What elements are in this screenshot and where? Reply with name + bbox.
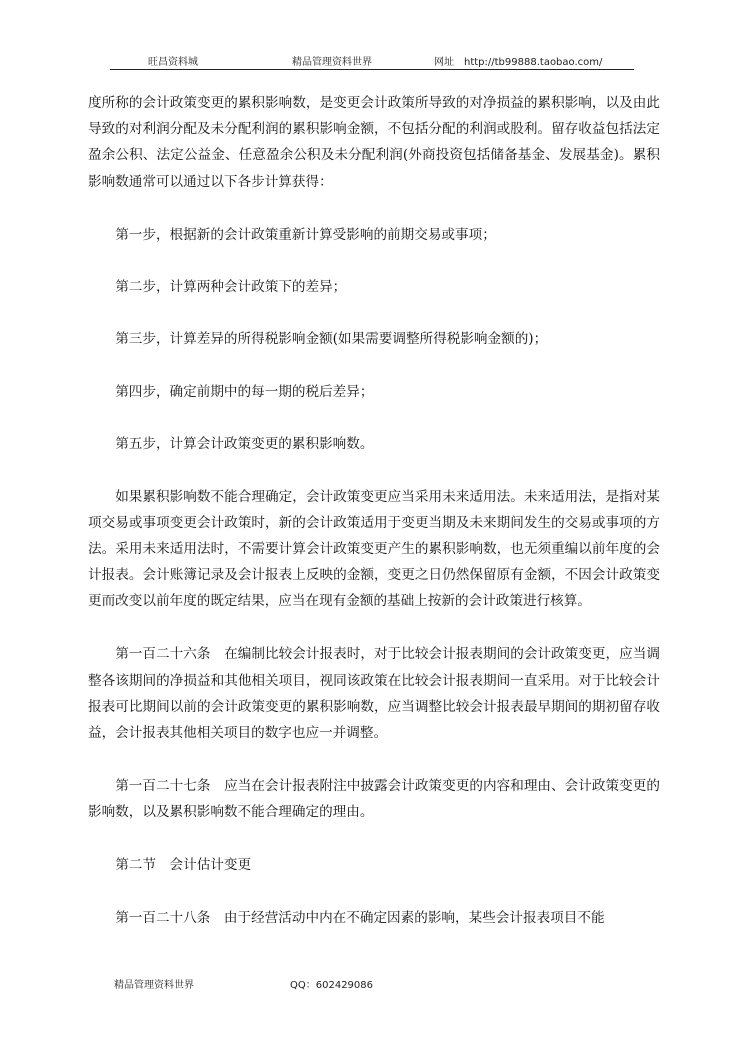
- paragraph-cumulative-effect: 度所称的会计政策变更的累积影响数，是变更会计政策所导致的对净损益的累积影响，以及由此导致的对利润分配及未分配利润的累积影响金额，不包括分配的利润或股利。留存收益包括法定盈余公积、法定公益金、任意盈余公积及未分配利润(外商投资包括储备基金、发展基金)。累积影响数通常可以通过以下各步计算获得：: [88, 95, 660, 190]
- header-middle-text: 精品管理资料世界: [292, 57, 372, 68]
- paragraph-article-128: 第一百二十八条 由于经营活动中内在不确定因素的影响，某些会计报表项目不能: [115, 910, 605, 927]
- paragraph-step-1: 第一步，根据新的会计政策重新计算受影响的前期交易或事项；: [115, 226, 496, 243]
- page-header: [110, 50, 634, 70]
- paragraph-step-2: 第二步，计算两种会计政策下的差异；: [115, 279, 347, 295]
- section-heading: 第二节 会计估计变更: [115, 857, 252, 874]
- page-footer: [114, 976, 374, 991]
- paragraph-article-126: 第一百二十六条 在编制比较会计报表时，对于比较会计报表期间的会计政策变更，应当调整各该期间的净损益和其他相关项目，视同该政策在比较会计报表期间一直采用。对于比较会计报表可比期间以前的会计政策变更的累积影响数，应当调整比较会计报表最早期间的期初留存收益，会计报表其他相关项目的数字也应一并调整。: [88, 646, 660, 741]
- paragraph-article-127: 第一百二十七条 应当在会计报表附注中披露会计政策变更的内容和理由、会计政策变更的影响数，以及累积影响数不能合理确定的理由。: [88, 777, 660, 821]
- paragraph-prospective-method: 如果累积影响数不能合理确定，会计政策变更应当采用未来适用法。未来适用法，是指对某项交易或事项变更会计政策时，新的会计政策适用于变更当期及未来期间发生的交易或事项的方法。采用未来适用法时，不需要计算会计政策变更产生的累积影响数，也无须重编以前年度的会计报表。会计账簿记录及会计报表上反映的金额，变更之日仍然保留原有金额，不因会计政策变更而改变以前年度的既定结果，应当在现有金额的基础上按新的会计政策进行核算。: [88, 488, 660, 610]
- paragraph-step-5: 第五步，计算会计政策变更的累积影响数。: [115, 436, 374, 453]
- paragraph-step-3: 第三步，计算差异的所得税影响金额(如果需要调整所得税影响金额的)；: [115, 331, 548, 348]
- header-website-text: 网址 http://tb99888.taobao.com/: [434, 57, 603, 68]
- document-body: [88, 90, 660, 958]
- footer-qq-text: QQ：602429086: [290, 980, 374, 991]
- footer-left-text: 精品管理资料世界: [114, 980, 194, 991]
- header-left-text: 旺昌资料城: [148, 57, 198, 68]
- paragraph-step-4: 第四步，确定前期中的每一期的税后差异；: [115, 383, 374, 400]
